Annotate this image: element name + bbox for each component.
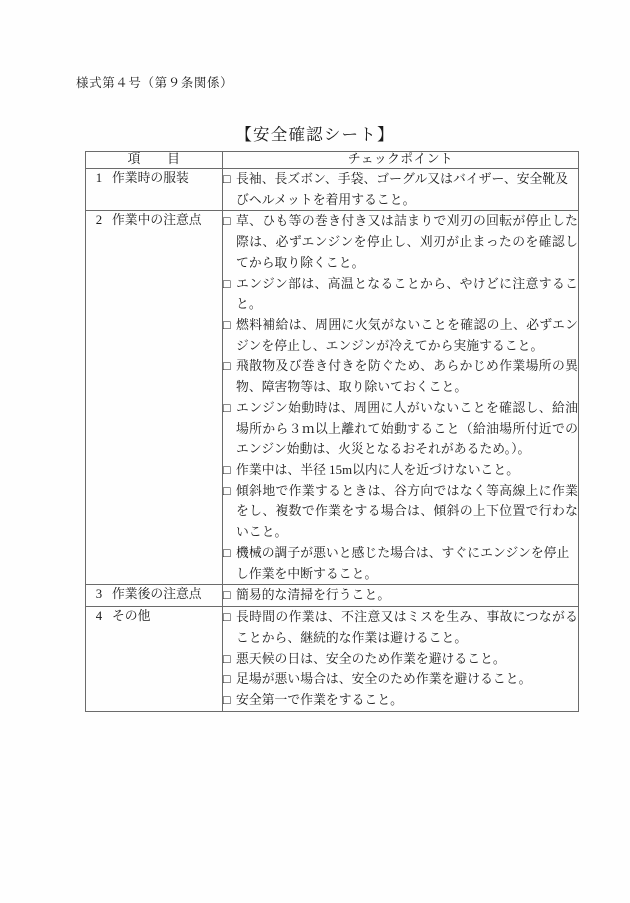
checkpoint-item[interactable]: □ 悪天候の日は、安全のため作業を避けること。 [223, 649, 578, 670]
item-number: 2 [95, 213, 103, 228]
item-cell [86, 607, 223, 712]
checkpoint-item[interactable]: □ 長時間の作業は、不注意又はミスを生み、事故につながることから、継続的な作業は避けること。 [223, 607, 578, 648]
item-label: 作業後の注意点 [112, 587, 202, 602]
checkpoint-list [223, 585, 578, 606]
checkpoint-item[interactable]: □ 草、ひも等の巻き付き又は詰まりで刈刃の回転が停止した際は、必ずエンジンを停止し、刈刃が止まったのを確認してから取り除くこと。 [223, 211, 578, 273]
checkpoint-cell [223, 585, 579, 607]
checkpoint-item[interactable]: □ 燃料補給は、周囲に火気がないことを確認の上、必ずエンジンを停止し、エンジンが冷えてから実施すること。 [223, 315, 578, 356]
item-number: 3 [95, 587, 103, 602]
checkpoint-item[interactable]: □ 機械の調子が悪いと感じた場合は、すぐにエンジンを停止し作業を中断すること。 [223, 543, 578, 584]
item-cell [86, 211, 223, 585]
form-number: 様式第４号（第９条関係） [76, 76, 234, 90]
item-label: 作業時の服装 [112, 170, 189, 185]
item-number: 4 [95, 609, 103, 624]
column-header-item: 項 目 [86, 152, 223, 169]
checkpoint-item[interactable]: □ 安全第一で作業をすること。 [223, 690, 578, 711]
checkpoint-item[interactable]: □ 長袖、長ズボン、手袋、ゴーグル又はバイザー、安全靴及びヘルメットを着用すること。 [223, 169, 578, 210]
item-label: 作業中の注意点 [112, 213, 202, 228]
table-header-row [86, 152, 579, 169]
checkpoint-list [223, 211, 578, 584]
item-cell [86, 168, 223, 210]
checkpoint-list [223, 607, 578, 711]
table-row [86, 585, 579, 607]
table-row [86, 168, 579, 210]
checkpoint-cell [223, 607, 579, 712]
checkpoint-item[interactable]: □ 飛散物及び巻き付きを防ぐため、あらかじめ作業場所の異物、障害物等は、取り除いておくこと。 [223, 356, 578, 397]
table-body [86, 168, 579, 711]
item-number: 1 [95, 170, 103, 185]
checkpoint-item[interactable]: □ エンジン始動時は、周囲に人がいないことを確認し、給油場所から３ｍ以上離れて始動すること（給油場所付近でのエンジン始動は、火災となるおそれがあるため。）。 [223, 398, 578, 460]
item-label: その他 [112, 609, 151, 624]
checkpoint-item[interactable]: □ 簡易的な清掃を行うこと。 [223, 585, 578, 606]
checkpoint-cell [223, 168, 579, 210]
table-row [86, 607, 579, 712]
checkpoint-cell [223, 211, 579, 585]
checkpoint-item[interactable]: □ エンジン部は、高温となることから、やけどに注意すること。 [223, 274, 578, 315]
page-title: 【安全確認シート】 [235, 125, 395, 144]
checkpoint-list [223, 169, 578, 210]
column-header-checkpoint: チェックポイント [223, 152, 579, 169]
checkpoint-item[interactable]: □ 作業中は、半径 15m以内に人を近づけないこと。 [223, 460, 578, 481]
checkpoint-item[interactable]: □ 足場が悪い場合は、安全のため作業を避けること。 [223, 669, 578, 690]
item-cell [86, 585, 223, 607]
checkpoint-item[interactable]: □ 傾斜地で作業するときは、谷方向ではなく等高線上に作業をし、複数で作業をする場合は、傾斜の上下位置で行わないこと。 [223, 481, 578, 543]
table-row [86, 211, 579, 585]
safety-check-table [85, 151, 579, 712]
